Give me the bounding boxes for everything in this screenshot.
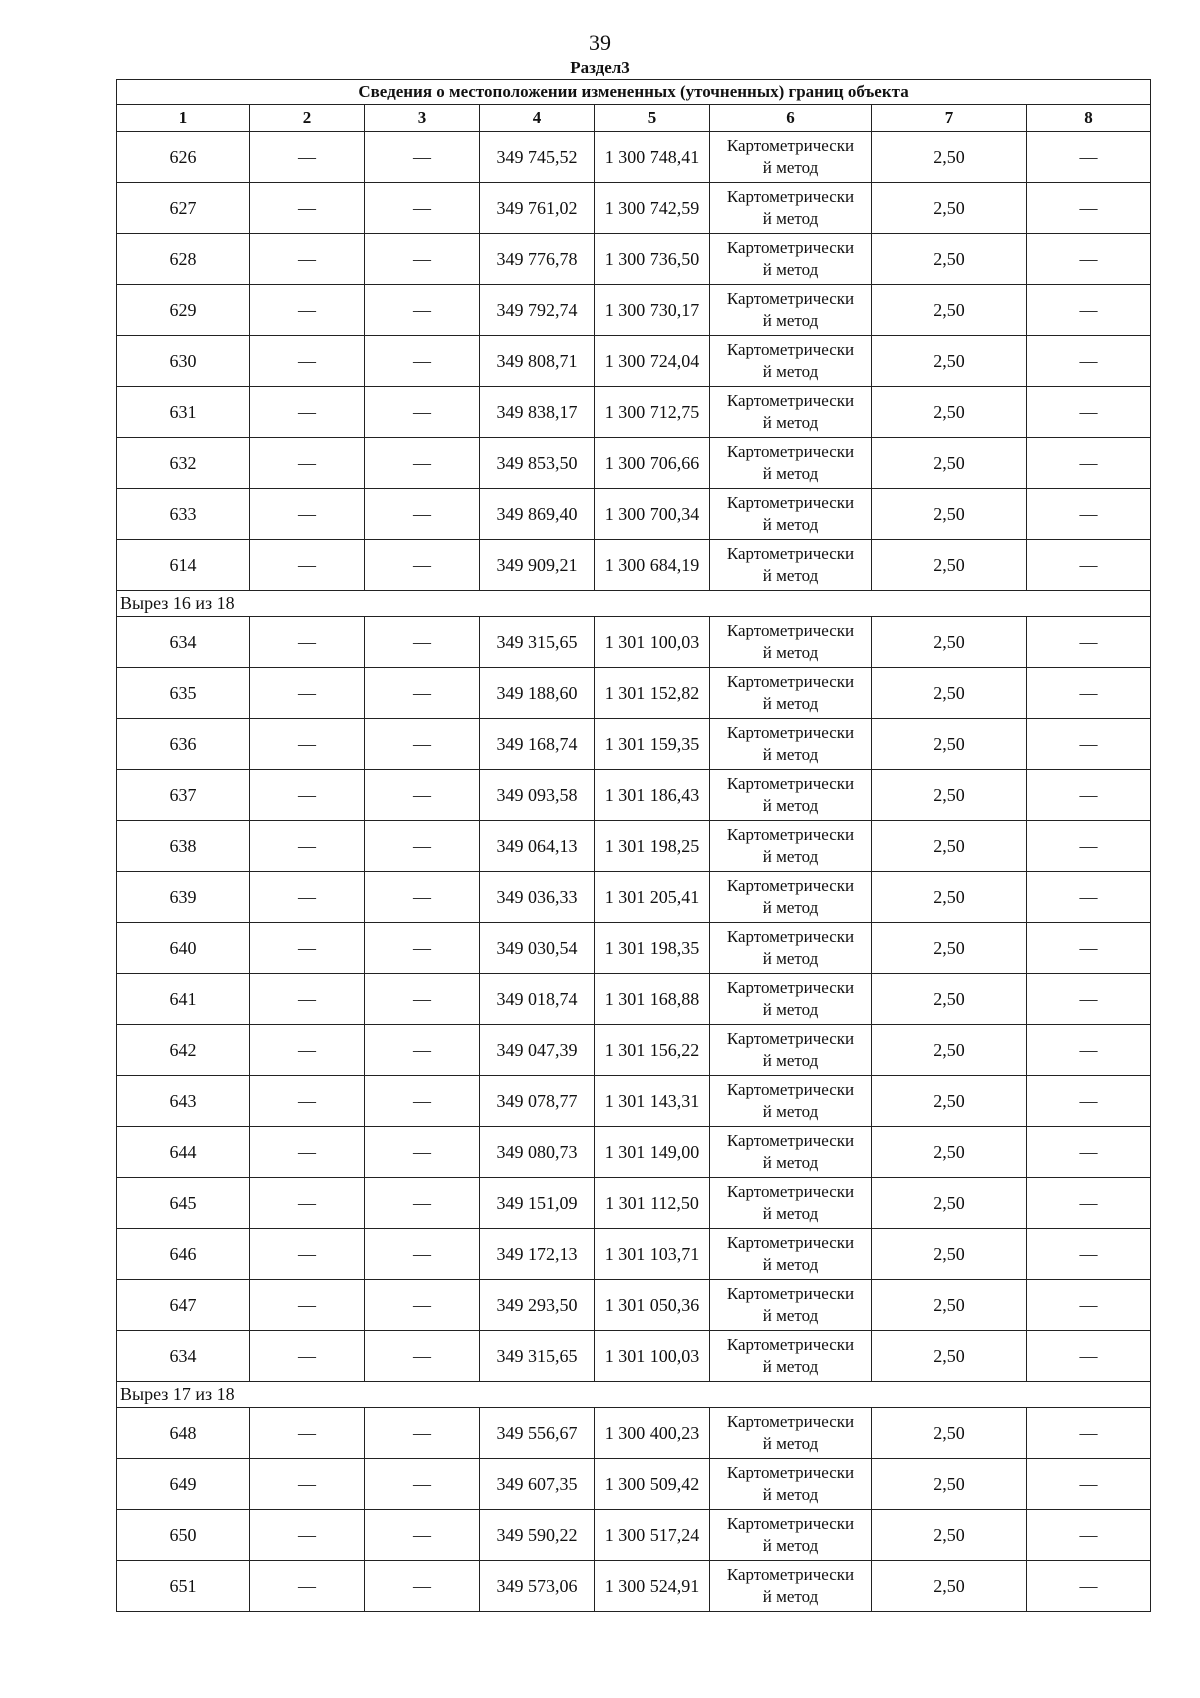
y-coordinate-cell: 1 300 748,41: [595, 132, 710, 183]
x-coordinate-cell: 349 293,50: [480, 1280, 595, 1331]
column-number: 8: [1027, 105, 1151, 132]
point-number-cell: 640: [117, 923, 250, 974]
column-number-row: [117, 105, 1151, 132]
column-8-cell: —: [1027, 872, 1151, 923]
x-coordinate-cell: 349 080,73: [480, 1127, 595, 1178]
table-row: [117, 183, 1151, 234]
method-cell: Картометрически й метод: [710, 821, 872, 872]
precision-cell: 2,50: [872, 1178, 1027, 1229]
cutout-group-row: [117, 1382, 1151, 1408]
method-cell: Картометрически й метод: [710, 1459, 872, 1510]
table-row: [117, 1127, 1151, 1178]
table-row: [117, 1510, 1151, 1561]
point-number-cell: 629: [117, 285, 250, 336]
x-coordinate-cell: 349 315,65: [480, 617, 595, 668]
method-cell: Картометрически й метод: [710, 719, 872, 770]
column-2-cell: —: [250, 770, 365, 821]
x-coordinate-cell: 349 607,35: [480, 1459, 595, 1510]
table-row: [117, 336, 1151, 387]
column-3-cell: —: [365, 1510, 480, 1561]
column-3-cell: —: [365, 438, 480, 489]
page-number: 39: [589, 30, 611, 55]
point-number-cell: 639: [117, 872, 250, 923]
point-number-cell: 641: [117, 974, 250, 1025]
column-2-cell: —: [250, 1459, 365, 1510]
table-row: [117, 617, 1151, 668]
column-8-cell: —: [1027, 617, 1151, 668]
precision-cell: 2,50: [872, 1459, 1027, 1510]
method-cell: Картометрически й метод: [710, 285, 872, 336]
point-number-cell: 632: [117, 438, 250, 489]
column-number: 7: [872, 105, 1027, 132]
precision-cell: 2,50: [872, 132, 1027, 183]
point-number-cell: 650: [117, 1510, 250, 1561]
method-cell: Картометрически й метод: [710, 1229, 872, 1280]
x-coordinate-cell: 349 036,33: [480, 872, 595, 923]
method-cell: Картометрически й метод: [710, 1025, 872, 1076]
column-3-cell: —: [365, 821, 480, 872]
column-2-cell: —: [250, 1561, 365, 1612]
precision-cell: 2,50: [872, 1408, 1027, 1459]
y-coordinate-cell: 1 301 205,41: [595, 872, 710, 923]
table-row: [117, 1408, 1151, 1459]
column-3-cell: —: [365, 336, 480, 387]
point-number-cell: 635: [117, 668, 250, 719]
table-row: [117, 770, 1151, 821]
y-coordinate-cell: 1 301 050,36: [595, 1280, 710, 1331]
column-8-cell: —: [1027, 1178, 1151, 1229]
precision-cell: 2,50: [872, 489, 1027, 540]
table-row: [117, 1459, 1151, 1510]
column-8-cell: —: [1027, 183, 1151, 234]
y-coordinate-cell: 1 300 700,34: [595, 489, 710, 540]
column-3-cell: —: [365, 923, 480, 974]
precision-cell: 2,50: [872, 770, 1027, 821]
table-row: [117, 1561, 1151, 1612]
point-number-cell: 644: [117, 1127, 250, 1178]
y-coordinate-cell: 1 301 149,00: [595, 1127, 710, 1178]
column-3-cell: —: [365, 387, 480, 438]
table-row: [117, 872, 1151, 923]
y-coordinate-cell: 1 301 159,35: [595, 719, 710, 770]
method-cell: Картометрически й метод: [710, 132, 872, 183]
method-cell: Картометрически й метод: [710, 617, 872, 668]
x-coordinate-cell: 349 078,77: [480, 1076, 595, 1127]
x-coordinate-cell: 349 792,74: [480, 285, 595, 336]
column-3-cell: —: [365, 668, 480, 719]
table-row: [117, 974, 1151, 1025]
precision-cell: 2,50: [872, 1510, 1027, 1561]
column-8-cell: —: [1027, 1229, 1151, 1280]
column-2-cell: —: [250, 1229, 365, 1280]
column-2-cell: —: [250, 1280, 365, 1331]
point-number-cell: 645: [117, 1178, 250, 1229]
y-coordinate-cell: 1 300 712,75: [595, 387, 710, 438]
column-2-cell: —: [250, 234, 365, 285]
column-8-cell: —: [1027, 387, 1151, 438]
table-row: [117, 285, 1151, 336]
point-number-cell: 626: [117, 132, 250, 183]
x-coordinate-cell: 349 172,13: [480, 1229, 595, 1280]
x-coordinate-cell: 349 761,02: [480, 183, 595, 234]
y-coordinate-cell: 1 300 730,17: [595, 285, 710, 336]
method-cell: Картометрически й метод: [710, 1280, 872, 1331]
method-cell: Картометрически й метод: [710, 770, 872, 821]
x-coordinate-cell: 349 188,60: [480, 668, 595, 719]
y-coordinate-cell: 1 301 186,43: [595, 770, 710, 821]
column-8-cell: —: [1027, 132, 1151, 183]
precision-cell: 2,50: [872, 719, 1027, 770]
method-cell: Картометрически й метод: [710, 1076, 872, 1127]
point-number-cell: 647: [117, 1280, 250, 1331]
cutout-group-label: Вырез 16 из 18: [117, 591, 1151, 617]
x-coordinate-cell: 349 315,65: [480, 1331, 595, 1382]
precision-cell: 2,50: [872, 540, 1027, 591]
column-number: 6: [710, 105, 872, 132]
method-cell: Картометрически й метод: [710, 923, 872, 974]
table-row: [117, 923, 1151, 974]
table-body: [117, 80, 1151, 1612]
x-coordinate-cell: 349 168,74: [480, 719, 595, 770]
y-coordinate-cell: 1 301 143,31: [595, 1076, 710, 1127]
y-coordinate-cell: 1 301 100,03: [595, 617, 710, 668]
method-cell: Картометрически й метод: [710, 1331, 872, 1382]
point-number-cell: 614: [117, 540, 250, 591]
point-number-cell: 638: [117, 821, 250, 872]
column-3-cell: —: [365, 1459, 480, 1510]
column-number: 3: [365, 105, 480, 132]
column-8-cell: —: [1027, 1561, 1151, 1612]
x-coordinate-cell: 349 064,13: [480, 821, 595, 872]
y-coordinate-cell: 1 301 198,25: [595, 821, 710, 872]
precision-cell: 2,50: [872, 1280, 1027, 1331]
precision-cell: 2,50: [872, 387, 1027, 438]
point-number-cell: 637: [117, 770, 250, 821]
precision-cell: 2,50: [872, 234, 1027, 285]
column-8-cell: —: [1027, 923, 1151, 974]
y-coordinate-cell: 1 301 103,71: [595, 1229, 710, 1280]
method-cell: Картометрически й метод: [710, 1510, 872, 1561]
method-cell: Картометрически й метод: [710, 438, 872, 489]
column-3-cell: —: [365, 183, 480, 234]
precision-cell: 2,50: [872, 1561, 1027, 1612]
point-number-cell: 646: [117, 1229, 250, 1280]
column-2-cell: —: [250, 668, 365, 719]
x-coordinate-cell: 349 030,54: [480, 923, 595, 974]
x-coordinate-cell: 349 047,39: [480, 1025, 595, 1076]
y-coordinate-cell: 1 300 724,04: [595, 336, 710, 387]
y-coordinate-cell: 1 300 509,42: [595, 1459, 710, 1510]
column-2-cell: —: [250, 183, 365, 234]
column-8-cell: —: [1027, 1025, 1151, 1076]
y-coordinate-cell: 1 300 736,50: [595, 234, 710, 285]
column-2-cell: —: [250, 1510, 365, 1561]
column-8-cell: —: [1027, 438, 1151, 489]
column-3-cell: —: [365, 285, 480, 336]
precision-cell: 2,50: [872, 974, 1027, 1025]
precision-cell: 2,50: [872, 438, 1027, 489]
column-number: 4: [480, 105, 595, 132]
column-3-cell: —: [365, 132, 480, 183]
point-number-cell: 648: [117, 1408, 250, 1459]
table-row: [117, 821, 1151, 872]
column-8-cell: —: [1027, 336, 1151, 387]
table-row: [117, 1280, 1151, 1331]
column-number: 1: [117, 105, 250, 132]
table-row: [117, 1076, 1151, 1127]
column-8-cell: —: [1027, 1459, 1151, 1510]
precision-cell: 2,50: [872, 1076, 1027, 1127]
x-coordinate-cell: 349 018,74: [480, 974, 595, 1025]
method-cell: Картометрически й метод: [710, 489, 872, 540]
column-2-cell: —: [250, 489, 365, 540]
y-coordinate-cell: 1 301 198,35: [595, 923, 710, 974]
method-cell: Картометрически й метод: [710, 872, 872, 923]
table-row: [117, 489, 1151, 540]
column-3-cell: —: [365, 872, 480, 923]
table-row: [117, 387, 1151, 438]
x-coordinate-cell: 349 808,71: [480, 336, 595, 387]
point-number-cell: 628: [117, 234, 250, 285]
column-8-cell: —: [1027, 285, 1151, 336]
precision-cell: 2,50: [872, 821, 1027, 872]
y-coordinate-cell: 1 300 684,19: [595, 540, 710, 591]
method-cell: Картометрически й метод: [710, 1408, 872, 1459]
precision-cell: 2,50: [872, 668, 1027, 719]
y-coordinate-cell: 1 300 524,91: [595, 1561, 710, 1612]
column-3-cell: —: [365, 1127, 480, 1178]
precision-cell: 2,50: [872, 336, 1027, 387]
cutout-group-label: Вырез 17 из 18: [117, 1382, 1151, 1408]
x-coordinate-cell: 349 745,52: [480, 132, 595, 183]
column-3-cell: —: [365, 234, 480, 285]
table-row: [117, 132, 1151, 183]
column-3-cell: —: [365, 770, 480, 821]
method-cell: Картометрически й метод: [710, 387, 872, 438]
column-8-cell: —: [1027, 1076, 1151, 1127]
column-3-cell: —: [365, 617, 480, 668]
column-3-cell: —: [365, 1229, 480, 1280]
column-8-cell: —: [1027, 540, 1151, 591]
y-coordinate-cell: 1 300 400,23: [595, 1408, 710, 1459]
column-2-cell: —: [250, 1178, 365, 1229]
precision-cell: 2,50: [872, 872, 1027, 923]
x-coordinate-cell: 349 853,50: [480, 438, 595, 489]
precision-cell: 2,50: [872, 923, 1027, 974]
method-cell: Картометрически й метод: [710, 1561, 872, 1612]
x-coordinate-cell: 349 838,17: [480, 387, 595, 438]
point-number-cell: 636: [117, 719, 250, 770]
method-cell: Картометрически й метод: [710, 336, 872, 387]
point-number-cell: 634: [117, 617, 250, 668]
table-caption: Сведения о местоположении измененных (уточненных) границ объекта: [117, 80, 1151, 105]
boundary-coordinates-table: [116, 79, 1151, 1612]
precision-cell: 2,50: [872, 1331, 1027, 1382]
y-coordinate-cell: 1 301 112,50: [595, 1178, 710, 1229]
precision-cell: 2,50: [872, 617, 1027, 668]
column-2-cell: —: [250, 821, 365, 872]
column-3-cell: —: [365, 974, 480, 1025]
x-coordinate-cell: 349 590,22: [480, 1510, 595, 1561]
column-3-cell: —: [365, 489, 480, 540]
precision-cell: 2,50: [872, 1025, 1027, 1076]
method-cell: Картометрически й метод: [710, 668, 872, 719]
column-2-cell: —: [250, 285, 365, 336]
precision-cell: 2,50: [872, 1229, 1027, 1280]
column-3-cell: —: [365, 540, 480, 591]
column-8-cell: —: [1027, 1280, 1151, 1331]
column-3-cell: —: [365, 1025, 480, 1076]
column-8-cell: —: [1027, 1510, 1151, 1561]
table-row: [117, 1229, 1151, 1280]
table-row: [117, 1178, 1151, 1229]
point-number-cell: 631: [117, 387, 250, 438]
point-number-cell: 634: [117, 1331, 250, 1382]
method-cell: Картометрически й метод: [710, 234, 872, 285]
column-3-cell: —: [365, 719, 480, 770]
column-8-cell: —: [1027, 821, 1151, 872]
column-8-cell: —: [1027, 719, 1151, 770]
x-coordinate-cell: 349 909,21: [480, 540, 595, 591]
column-2-cell: —: [250, 719, 365, 770]
column-2-cell: —: [250, 617, 365, 668]
column-3-cell: —: [365, 1408, 480, 1459]
method-cell: Картометрически й метод: [710, 1127, 872, 1178]
column-2-cell: —: [250, 1127, 365, 1178]
column-number: 2: [250, 105, 365, 132]
section-title: Раздел3: [570, 58, 630, 77]
table-row: [117, 719, 1151, 770]
table-row: [117, 438, 1151, 489]
table-row: [117, 540, 1151, 591]
y-coordinate-cell: 1 300 706,66: [595, 438, 710, 489]
x-coordinate-cell: 349 151,09: [480, 1178, 595, 1229]
y-coordinate-cell: 1 301 152,82: [595, 668, 710, 719]
column-2-cell: —: [250, 132, 365, 183]
column-8-cell: —: [1027, 489, 1151, 540]
method-cell: Картометрически й метод: [710, 540, 872, 591]
column-2-cell: —: [250, 1025, 365, 1076]
point-number-cell: 649: [117, 1459, 250, 1510]
y-coordinate-cell: 1 300 742,59: [595, 183, 710, 234]
table-row: [117, 1331, 1151, 1382]
column-3-cell: —: [365, 1331, 480, 1382]
x-coordinate-cell: 349 093,58: [480, 770, 595, 821]
method-cell: Картометрически й метод: [710, 974, 872, 1025]
precision-cell: 2,50: [872, 183, 1027, 234]
column-2-cell: —: [250, 923, 365, 974]
point-number-cell: 651: [117, 1561, 250, 1612]
column-3-cell: —: [365, 1076, 480, 1127]
column-2-cell: —: [250, 438, 365, 489]
column-3-cell: —: [365, 1280, 480, 1331]
column-2-cell: —: [250, 336, 365, 387]
column-2-cell: —: [250, 540, 365, 591]
y-coordinate-cell: 1 300 517,24: [595, 1510, 710, 1561]
point-number-cell: 643: [117, 1076, 250, 1127]
x-coordinate-cell: 349 776,78: [480, 234, 595, 285]
column-8-cell: —: [1027, 234, 1151, 285]
cutout-group-row: [117, 591, 1151, 617]
point-number-cell: 633: [117, 489, 250, 540]
column-2-cell: —: [250, 1331, 365, 1382]
column-number: 5: [595, 105, 710, 132]
y-coordinate-cell: 1 301 100,03: [595, 1331, 710, 1382]
point-number-cell: 630: [117, 336, 250, 387]
column-2-cell: —: [250, 1408, 365, 1459]
point-number-cell: 627: [117, 183, 250, 234]
precision-cell: 2,50: [872, 1127, 1027, 1178]
table-row: [117, 1025, 1151, 1076]
table-row: [117, 668, 1151, 719]
x-coordinate-cell: 349 869,40: [480, 489, 595, 540]
x-coordinate-cell: 349 556,67: [480, 1408, 595, 1459]
column-2-cell: —: [250, 974, 365, 1025]
column-8-cell: —: [1027, 1331, 1151, 1382]
x-coordinate-cell: 349 573,06: [480, 1561, 595, 1612]
table-caption-row: [117, 80, 1151, 105]
method-cell: Картометрически й метод: [710, 183, 872, 234]
column-2-cell: —: [250, 387, 365, 438]
y-coordinate-cell: 1 301 156,22: [595, 1025, 710, 1076]
column-3-cell: —: [365, 1561, 480, 1612]
precision-cell: 2,50: [872, 285, 1027, 336]
column-8-cell: —: [1027, 1408, 1151, 1459]
column-8-cell: —: [1027, 974, 1151, 1025]
column-8-cell: —: [1027, 1127, 1151, 1178]
column-8-cell: —: [1027, 770, 1151, 821]
method-cell: Картометрически й метод: [710, 1178, 872, 1229]
column-2-cell: —: [250, 872, 365, 923]
column-8-cell: —: [1027, 668, 1151, 719]
column-2-cell: —: [250, 1076, 365, 1127]
y-coordinate-cell: 1 301 168,88: [595, 974, 710, 1025]
table-row: [117, 234, 1151, 285]
point-number-cell: 642: [117, 1025, 250, 1076]
column-3-cell: —: [365, 1178, 480, 1229]
